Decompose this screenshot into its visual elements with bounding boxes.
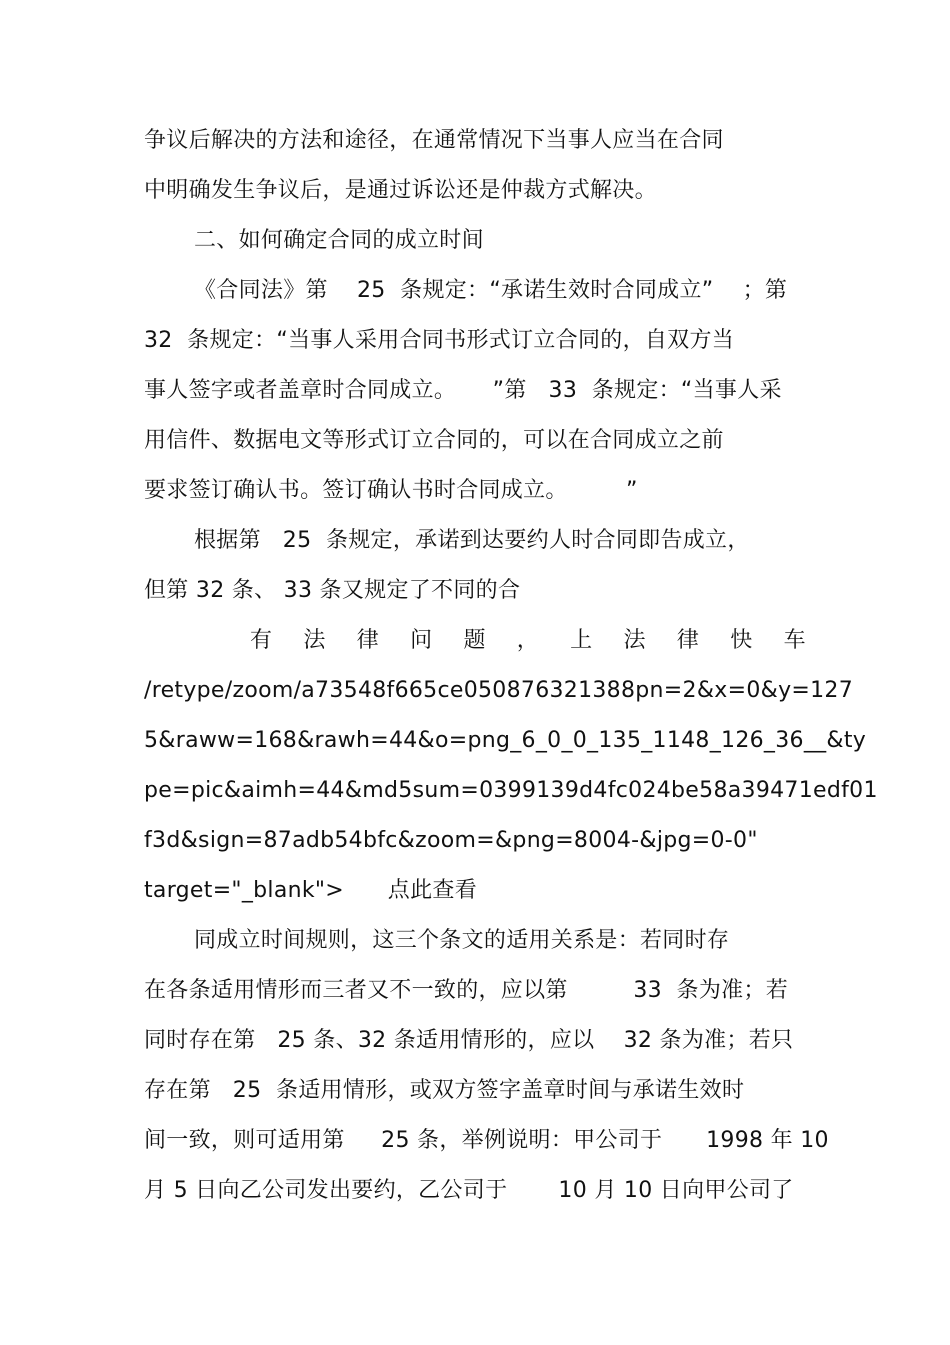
text-line: 事人签字或者盖章时合同成立。 ”第 33 条规定：“当事人采 <box>144 378 782 403</box>
ad-char: 法 <box>623 628 646 653</box>
url-fragment-line: pe=pic&aimh=44&md5sum=0399139d4fc024be58a39471edf01 <box>144 778 878 803</box>
view-link-line[interactable]: target="_blank"> 点此查看 <box>144 878 477 903</box>
ad-char: 车 <box>783 628 806 653</box>
ad-char: 上 <box>570 628 593 653</box>
ad-char: 有 <box>250 628 273 653</box>
url-fragment-line: 5&raww=168&rawh=44&o=png_6_0_0_135_1148_126_36__&ty <box>144 728 867 753</box>
text-line: 用信件、数据电文等形式订立合同的，可以在合同成立之前 <box>144 428 724 453</box>
text-line: 《合同法》第 25 条规定：“承诺生效时合同成立” ；第 <box>194 278 788 303</box>
ad-char: 问 <box>410 628 433 653</box>
text-line: 根据第 25 条规定，承诺到达要约人时合同即告成立， <box>194 528 750 553</box>
url-fragment-line: f3d&sign=87adb54bfc&zoom=&png=8004-&jpg=0-0" <box>144 828 758 853</box>
text-line: 中明确发生争议后，是通过诉讼还是仲裁方式解决。 <box>144 178 657 203</box>
text-line: 32 条规定：“当事人采用合同书形式订立合同的，自双方当 <box>144 328 735 353</box>
text-line: 争议后解决的方法和途径，在通常情况下当事人应当在合同 <box>144 128 724 153</box>
text-line: 同成立时间规则，这三个条文的适用关系是：若同时存 <box>194 928 730 953</box>
ad-char: 律 <box>676 628 700 653</box>
text-line: 但第 32 条、 33 条又规定了不同的合 <box>144 578 521 603</box>
section-heading: 二、如何确定合同的成立时间 <box>194 228 484 253</box>
ad-char: 律 <box>356 628 380 653</box>
text-line: 同时存在第 25 条、32 条适用情形的，应以 32 条为准；若只 <box>144 1028 794 1053</box>
ad-banner-text[interactable] <box>250 627 806 655</box>
url-fragment-line: /retype/zoom/a73548f665ce050876321388pn=2&x=0&y=127 <box>144 678 854 703</box>
ad-char: 法 <box>303 628 326 653</box>
text-line: 间一致，则可适用第 25 条，举例说明：甲公司于 1998 年 10 <box>144 1128 829 1153</box>
ad-char: ， <box>516 628 540 653</box>
text-line: 在各条适用情形而三者又不一致的，应以第 33 条为准；若 <box>144 978 789 1003</box>
ad-char: 题 <box>463 628 486 653</box>
text-line: 存在第 25 条适用情形，或双方签字盖章时间与承诺生效时 <box>144 1078 745 1103</box>
text-line: 月 5 日向乙公司发出要约，乙公司于 10 月 10 日向甲公司了 <box>144 1178 794 1203</box>
ad-char: 快 <box>730 628 753 653</box>
text-line: 要求签订确认书。签订确认书时合同成立。 ” <box>144 478 638 503</box>
